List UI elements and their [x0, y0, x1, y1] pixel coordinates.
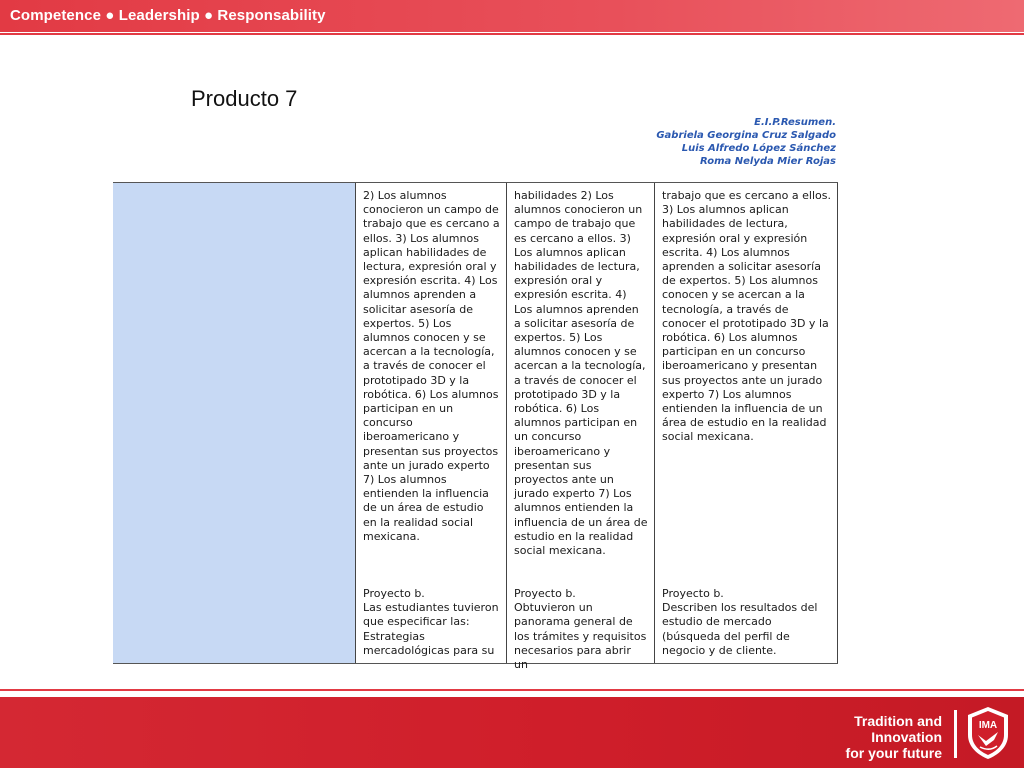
ima-logo-icon — [964, 705, 1012, 761]
document-label: E.I.P.Resumen. — [754, 117, 836, 128]
column-1-project-b — [363, 587, 500, 658]
footer-tagline-line: Tradition and — [854, 713, 942, 729]
column-2-project-b-text: Obtuvieron un panorama general de los trámites y requisitos necesarios para abrir un — [514, 601, 647, 672]
column-2-project-b — [514, 587, 648, 672]
table-column-3 — [655, 183, 838, 663]
table-column-2 — [507, 183, 655, 672]
column-2-text: habilidades 2) Los alumnos conocieron un campo de trabajo que es cercano a ellos. 3) Los alumnos aplican habilidades de lectura, expresión oral y expresión escrita. 4) Los alumnos aprenden a solicitar asesoría de expertos. 5) Los alumnos conocen y se acercan a la tecnología, a través de conocer el prototipado 3D y la robótica. 6) Los alumnos participan en un concurso iberoamericano y presentan sus proyectos ante un jurado experto 7) Los alumnos entienden la influencia de un área de estudio en la realidad social mexicana. — [514, 189, 648, 558]
table-column-1 — [356, 183, 507, 663]
column-2-project-b-heading: Proyecto b. — [514, 587, 576, 600]
footer-tagline-line: for your future — [845, 745, 942, 761]
column-1-text: 2) Los alumnos conocieron un campo de trabajo que es cercano a ellos. 3) Los alumnos aplican habilidades de lectura, expresión oral y expresión escrita. 4) Los alumnos aprenden a solicitar asesoría de expertos. 5) Los alumnos conocen y se acercan a la tecnología, a través de conocer el prototipado 3D y la robótica. 6) Los alumnos participan en un concurso iberoamericano y presentan sus proyectos ante un jurado experto 7) Los alumnos entienden la influencia de un área de estudio en la realidad social mexicana. — [363, 189, 500, 543]
column-3-project-b — [662, 587, 831, 658]
table-label-column — [113, 183, 356, 663]
header-bar — [0, 0, 1024, 32]
author-name: Gabriela Georgina Cruz Salgado — [656, 130, 836, 141]
slide-title: Producto 7 — [191, 86, 298, 111]
author-name: Luis Alfredo López Sánchez — [681, 143, 836, 154]
footer-divider — [0, 689, 1024, 691]
column-3-text: trabajo que es cercano a ellos. 3) Los alumnos aplican habilidades de lectura, expresión oral y expresión escrita. 4) Los alumnos aprenden a solicitar asesoría de expertos. 5) Los alumnos conocen y se acercan a la tecnología, a través de conocer el prototipado 3D y la robótica. 6) Los alumnos participan en un concurso iberoamericano y presentan sus proyectos ante un jurado experto 7) Los alumnos entienden la influencia de un área de estudio en la realidad social mexicana. — [662, 189, 831, 444]
authors-block — [656, 116, 836, 168]
footer-tagline — [846, 713, 942, 761]
logo-divider — [954, 710, 957, 758]
column-3-project-b-text: Describen los resultados del estudio de mercado (búsqueda del perfil de negocio y de cliente. — [662, 601, 818, 657]
footer-tagline-line: Innovation — [871, 729, 942, 745]
logo-text: IMA — [978, 720, 998, 731]
column-3-project-b-heading: Proyecto b. — [662, 587, 724, 600]
author-name: Roma Nelyda Mier Rojas — [700, 156, 836, 167]
column-1-project-b-text: Las estudiantes tuvieron que especificar las: Estrategias mercadológicas para su — [363, 601, 499, 657]
column-1-project-b-heading: Proyecto b. — [363, 587, 425, 600]
content-table — [113, 182, 838, 672]
header-divider — [0, 33, 1024, 35]
header-tagline: Competence ● Leadership ● Responsability — [10, 7, 326, 24]
